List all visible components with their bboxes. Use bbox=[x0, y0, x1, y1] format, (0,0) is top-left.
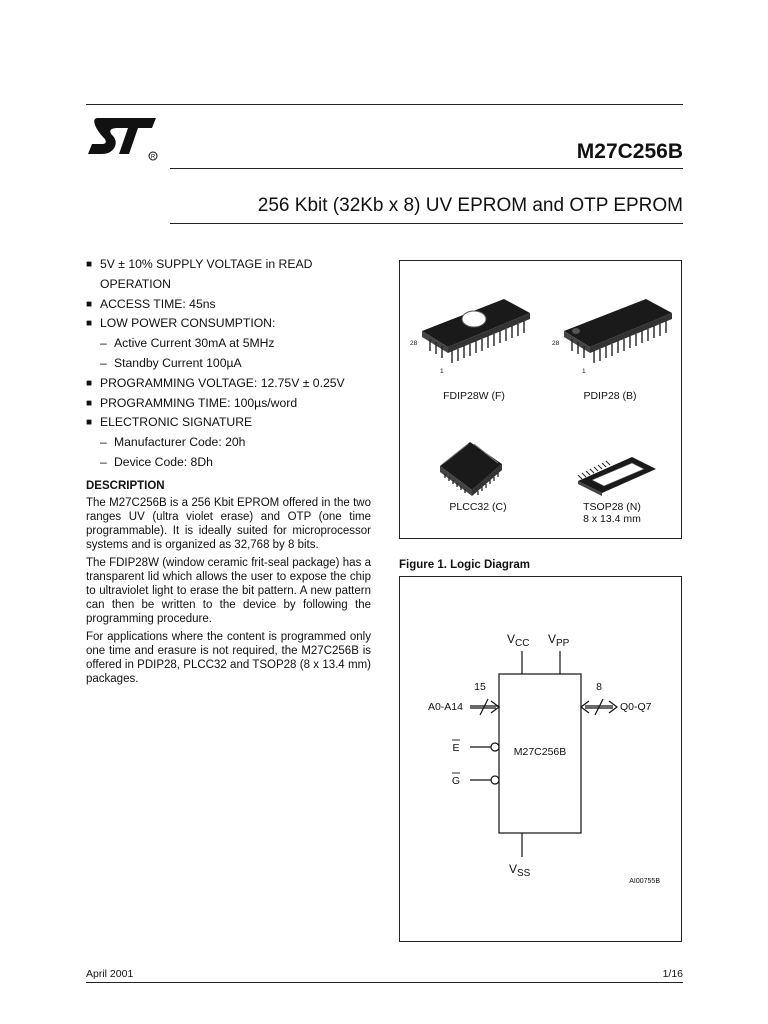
fdip28w-label: FDIP28W (F) bbox=[443, 390, 505, 402]
footer-rule bbox=[86, 982, 683, 983]
feature-item: ■ ACCESS TIME: 45ns bbox=[86, 295, 386, 315]
description-paragraph: The FDIP28W (window ceramic frit-seal package) has a transparent lid which allows the user to expose the chip to ultraviolet light to erase the bit pattern. A new pattern can then be written to the device by following the programming procedure. bbox=[86, 557, 371, 625]
subtitle-rule bbox=[170, 223, 683, 224]
st-logo-mark bbox=[88, 118, 156, 154]
st-logo bbox=[86, 114, 160, 162]
tsop28-name: TSOP28 (N) bbox=[583, 501, 641, 513]
feature-item: ■ PROGRAMMING VOLTAGE: 12.75V ± 0.25V bbox=[86, 374, 386, 394]
data-bus-arrow bbox=[581, 699, 617, 715]
plcc32-package-illustration bbox=[432, 436, 512, 506]
pdip-pin-1-label: 1 bbox=[582, 368, 586, 375]
svg-text:R: R bbox=[150, 154, 156, 161]
bullet-icon: ■ bbox=[86, 259, 93, 270]
fdip-pin-1-label: 1 bbox=[440, 368, 444, 375]
pdip-pin-28-label: 28 bbox=[552, 340, 560, 347]
fdip-pin-28-label: 28 bbox=[410, 340, 418, 347]
header-rule bbox=[170, 168, 683, 169]
bullet-icon: ■ bbox=[86, 397, 93, 409]
tsop28-size: 8 x 13.4 mm bbox=[583, 513, 641, 525]
address-bus-arrow bbox=[470, 699, 499, 715]
feature-item: ■ PROGRAMMING TIME: 100µs/word bbox=[86, 394, 386, 414]
data-label: Q0-Q7 bbox=[620, 701, 652, 713]
bullet-icon: ■ bbox=[86, 377, 93, 389]
pdip28-package-illustration bbox=[550, 291, 678, 381]
pdip28-label: PDIP28 (B) bbox=[583, 390, 637, 402]
vcc-label: $V_{CC}$ bbox=[507, 632, 530, 649]
description-paragraph: For applications where the content is programmed only one time and erasure is not required, the M27C256B is offered in PDIP28, PLCC32 and TSOP28 (8 x 13.4 mm) packages. bbox=[86, 631, 371, 685]
figure-title: Figure 1. Logic Diagram bbox=[399, 559, 530, 571]
logic-diagram bbox=[400, 577, 683, 943]
address-count: 15 bbox=[474, 681, 486, 693]
page-title: 256 Kbit (32Kb x 8) UV EPROM and OTP EPROM bbox=[257, 195, 683, 216]
figure-code: AI00755B bbox=[629, 878, 660, 885]
page-number: 1/16 bbox=[662, 968, 683, 980]
address-label: A0-A14 bbox=[427, 701, 463, 713]
footer-date: April 2001 bbox=[86, 968, 134, 980]
g-label: G bbox=[451, 775, 461, 787]
feature-item: ■ ELECTRONIC SIGNATURE bbox=[86, 413, 386, 433]
bullet-icon: ■ bbox=[86, 417, 93, 429]
top-rule bbox=[86, 104, 683, 105]
description-paragraph: The M27C256B is a 256 Kbit EPROM offered in the two ranges UV (ultra violet erase) and OTP (one time programmable). It is ideally suited for microprocessor systems and is organized as 32,768 by 8 bits. bbox=[86, 497, 371, 551]
chip-label: M27C256B bbox=[513, 746, 567, 758]
feature-list bbox=[86, 255, 386, 473]
feature-subitem: – Manufacturer Code: 20h bbox=[100, 435, 246, 450]
description-body bbox=[86, 496, 371, 690]
e-label: E bbox=[452, 742, 460, 754]
data-count: 8 bbox=[596, 681, 602, 693]
vpp-label: $V_{PP}$ bbox=[548, 632, 570, 649]
logic-diagram-box bbox=[399, 576, 682, 942]
tsop28-label bbox=[562, 501, 662, 525]
feature-item: ■ LOW POWER CONSUMPTION: bbox=[86, 314, 386, 334]
package-box bbox=[399, 260, 682, 539]
g-inversion-bubble bbox=[491, 776, 499, 784]
tsop28-package-illustration bbox=[570, 451, 660, 501]
bullet-icon: ■ bbox=[86, 298, 93, 310]
feature-subitem: – Active Current 30mA at 5MHz bbox=[100, 336, 275, 351]
part-number: M27C256B bbox=[576, 140, 683, 163]
feature-subitem: – Device Code: 8Dh bbox=[100, 454, 213, 469]
vss-label: $V_{SS}$ bbox=[509, 862, 531, 879]
plcc32-label: PLCC32 (C) bbox=[449, 501, 507, 513]
bullet-icon: ■ bbox=[86, 318, 93, 330]
feature-item: ■ 5V ± 10% SUPPLY VOLTAGE in READ OPERATION bbox=[86, 257, 313, 291]
e-inversion-bubble bbox=[491, 743, 499, 751]
fdip28w-package-illustration bbox=[408, 291, 536, 381]
description-heading: DESCRIPTION bbox=[86, 480, 165, 492]
feature-subitem: – Standby Current 100µA bbox=[100, 355, 242, 370]
